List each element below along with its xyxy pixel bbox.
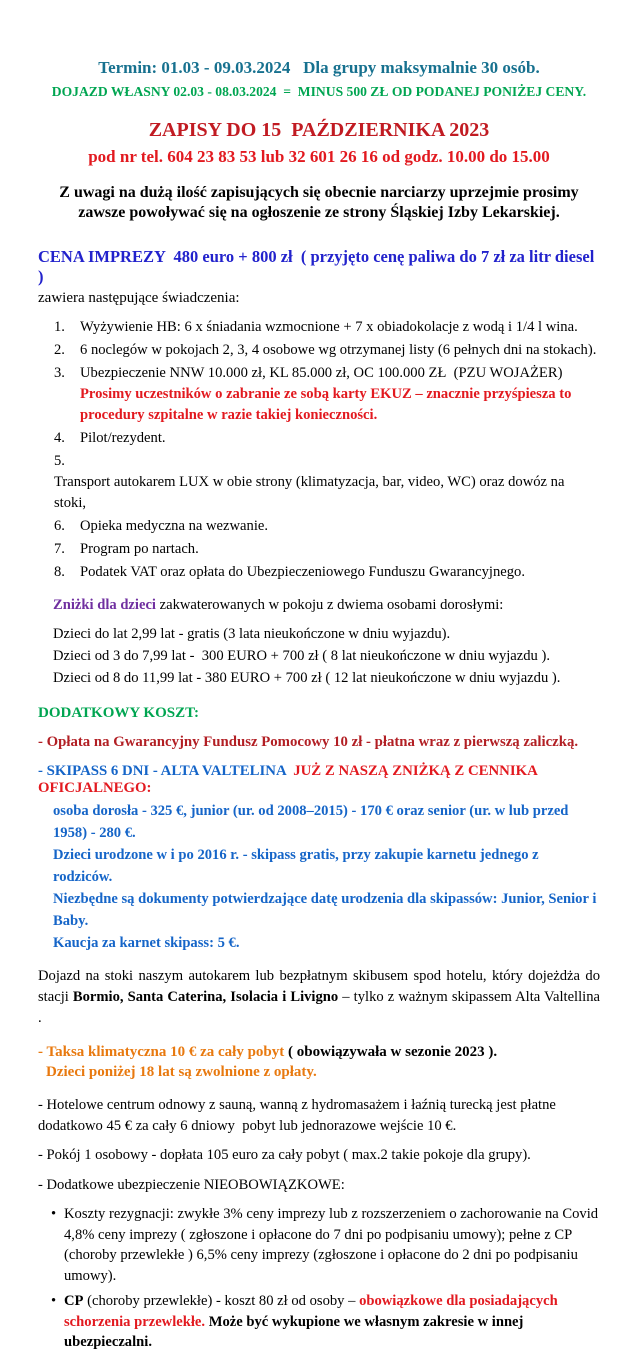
- referral-notice-line1: Z uwagi na dużą ilość zapisujących się obecnie narciarzy uprzejmie prosimy: [59, 184, 579, 201]
- service-number: 8.: [54, 564, 65, 580]
- cp-abbreviation: CP: [64, 1293, 84, 1309]
- climate-tax-section: [38, 1042, 600, 1082]
- service-number: 3.: [54, 365, 65, 381]
- signup-deadline-heading: ZAPISY DO 15 PAŹDZIERNIKA 2023: [148, 119, 490, 141]
- skipass-details: [38, 800, 600, 954]
- cp-cost-text: (choroby przewlekłe) - koszt 80 zł od osoby –: [83, 1293, 360, 1309]
- skipass-detail-line-3: Niezbędne są dokumenty potwierdzające datę urodzenia dla skipassów: Junior, Senior i Baby.: [53, 891, 597, 929]
- skipass-heading: [38, 763, 600, 797]
- transfer-text-start: Dojazd na stoki naszym autokarem lub bezpłatnym skibusem spod hotelu, który dojeżdża do stacji: [38, 968, 600, 1005]
- price-subtitle: zawiera następujące świadczenia:: [38, 290, 240, 306]
- children-discount-line-2: Dzieci od 3 do 7,99 lat - 300 EURO + 700 zł ( 8 lat nieukończone w dniu wyjazdu ).: [53, 648, 551, 664]
- service-text: Ubezpieczenie NNW 10.000 zł, KL 85.000 zł, OC 100.000 ZŁ (PZU WOJAŻER): [80, 365, 563, 381]
- insurance-options-list: [38, 1204, 600, 1353]
- children-discount-line-3: Dzieci od 8 do 11,99 lat - 380 EURO + 700 zł ( 12 lat nieukończone w dniu wyjazdu ).: [53, 670, 561, 686]
- service-text: Opieka medyczna na wezwanie.: [80, 518, 269, 534]
- service-number: 6.: [54, 518, 65, 534]
- service-text: Program po nartach.: [80, 541, 199, 557]
- service-text: Wyżywienie HB: 6 x śniadania wzmocnione + 7 x obiadokolacje z wodą i 1/4 l wina.: [80, 319, 578, 335]
- transfer-text-end: – tylko z ważnym skipassem Alta Valtellina .: [38, 989, 600, 1026]
- own-transport-note: DOJAZD WŁASNY 02.03 - 08.03.2024 = MINUS 500 ZŁ OD PODANEJ PONIŻEJ CENY.: [51, 84, 587, 99]
- service-item-7: [54, 539, 600, 560]
- service-text: Pilot/rezydent.: [80, 430, 166, 446]
- children-discount-line-1: Dzieci do lat 2,99 lat - gratis (3 lata nieukończone w dniu wyjazdu).: [53, 626, 451, 642]
- service-item-8: [54, 562, 600, 583]
- service-number: 1.: [54, 319, 65, 335]
- trip-dates-heading: Termin: 01.03 - 09.03.2024 Dla grupy maksymalnie 30 osób.: [98, 58, 540, 77]
- children-discount-heading: [53, 597, 600, 614]
- service-item-5: [54, 451, 600, 514]
- children-discount-section: [38, 597, 600, 689]
- children-discount-heading-rest: zakwaterowanych w pokoju z dwiema osobami dorosłymi:: [155, 597, 504, 613]
- service-item-6: [54, 516, 600, 537]
- referral-notice-line2: zawsze powoływać się na ogłoszenie ze strony Śląskiej Izby Lekarskiej.: [78, 204, 560, 221]
- skipass-heading-red: JUŻ Z NASZĄ ZNIŻKĄ Z CENNIKA OFICJALNEGO:: [38, 763, 538, 796]
- skipass-detail-line-4: Kaucja za karnet skipass: 5 €.: [53, 935, 240, 951]
- skipass-detail-line-1: osoba dorosła - 325 €, junior (ur. od 2008–2015) - 170 € oraz senior (ur. w lub przed 1958) - 280 €.: [53, 803, 569, 841]
- referral-notice: [38, 183, 600, 223]
- service-number: 7.: [54, 541, 65, 557]
- cp-mandatory-warning: obowiązkowe dla posiadających schorzenia przewlekłe.: [64, 1293, 558, 1330]
- insurance-bullet-cancellation: [38, 1204, 600, 1286]
- cancellation-cost-text: Koszty rezygnacji: zwykłe 3% ceny imprezy lub z rozszerzeniem o zachorowanie na Covid 4,8% ceny imprezy ( zgłoszone i opłacone do 7 dni po podpisaniu umowy); pełne z CP (choroby przewlekłe ) 6,5% ceny imprezy (zgłoszone i opłacone do 2 dni po podpisaniu umowy).: [64, 1206, 599, 1284]
- service-item-2: [54, 340, 600, 361]
- additional-cost-heading: DODATKOWY KOSZT:: [38, 705, 199, 721]
- climate-tax-black: ( obowiązywała w sezonie 2023 ).: [288, 1044, 498, 1060]
- climate-tax-line: [38, 1042, 600, 1062]
- ekuz-card-note: Prosimy uczestników o zabranie ze sobą karty EKUZ – znacznie przyśpiesza to procedury szpitalne w razie takiej konieczności.: [80, 386, 572, 423]
- wellness-center-line: - Hotelowe centrum odnowy z sauną, wanną z hydromasażem i łaźnią turecką jest płatne dodatkowo 45 € za cały 6 dniowy pobyt lub jednorazowe wejście 10 €.: [38, 1097, 560, 1134]
- cp-external-purchase-note: Może być wykupione we własnym zakresie w innej ubezpieczalni.: [64, 1313, 524, 1350]
- phone-contact-line: pod nr tel. 604 23 83 53 lub 32 601 26 16 od godz. 10.00 do 15.00: [88, 147, 550, 166]
- service-item-1: [54, 317, 600, 338]
- insurance-bullet-cp: [38, 1291, 600, 1353]
- service-number: 2.: [54, 342, 65, 358]
- service-number: 4.: [54, 430, 65, 446]
- skipass-detail-line-2: Dzieci urodzone w i po 2016 r. - skipass gratis, przy zakupie karnetu jednego z rodziców.: [53, 847, 539, 885]
- service-number: 5.: [54, 453, 65, 469]
- guarantee-fund-line: - Opłata na Gwarancyjny Fundusz Pomocowy 10 zł - płatna wraz z pierwszą zaliczką.: [38, 734, 579, 750]
- service-text: Transport autokarem LUX w obie strony (klimatyzacja, bar, video, WC) oraz dowóz na stoki,: [54, 474, 565, 511]
- transfer-paragraph: [38, 966, 600, 1029]
- climate-tax-orange: - Taksa klimatyczna 10 € za cały pobyt: [38, 1044, 289, 1060]
- service-item-4: [54, 428, 600, 449]
- transfer-resorts-bold: Bormio, Santa Caterina, Isolacia i Livigno: [72, 989, 339, 1005]
- service-text: 6 noclegów w pokojach 2, 3, 4 osobowe wg otrzymanej listy (6 pełnych dni na stokach).: [80, 342, 597, 358]
- price-heading: CENA IMPREZY 480 euro + 800 zł ( przyjęto cenę paliwa do 7 zł za litr diesel ): [38, 247, 599, 286]
- single-room-line: - Pokój 1 osobowy - dopłata 105 euro za cały pobyt ( max.2 takie pokoje dla grupy).: [38, 1147, 531, 1163]
- service-text: Podatek VAT oraz opłata do Ubezpieczeniowego Funduszu Gwarancyjnego.: [80, 564, 525, 580]
- climate-tax-children-line: Dzieci poniżej 18 lat są zwolnione z opłaty.: [46, 1064, 317, 1080]
- skipass-heading-blue: - SKIPASS 6 DNI - ALTA VALTELINA: [38, 763, 294, 779]
- services-list: [38, 317, 600, 583]
- optional-insurance-heading: - Dodatkowe ubezpieczenie NIEOBOWIĄZKOWE:: [38, 1176, 345, 1193]
- service-item-3: [54, 363, 600, 426]
- children-discount-heading-colored: Zniżki dla dzieci: [53, 597, 156, 613]
